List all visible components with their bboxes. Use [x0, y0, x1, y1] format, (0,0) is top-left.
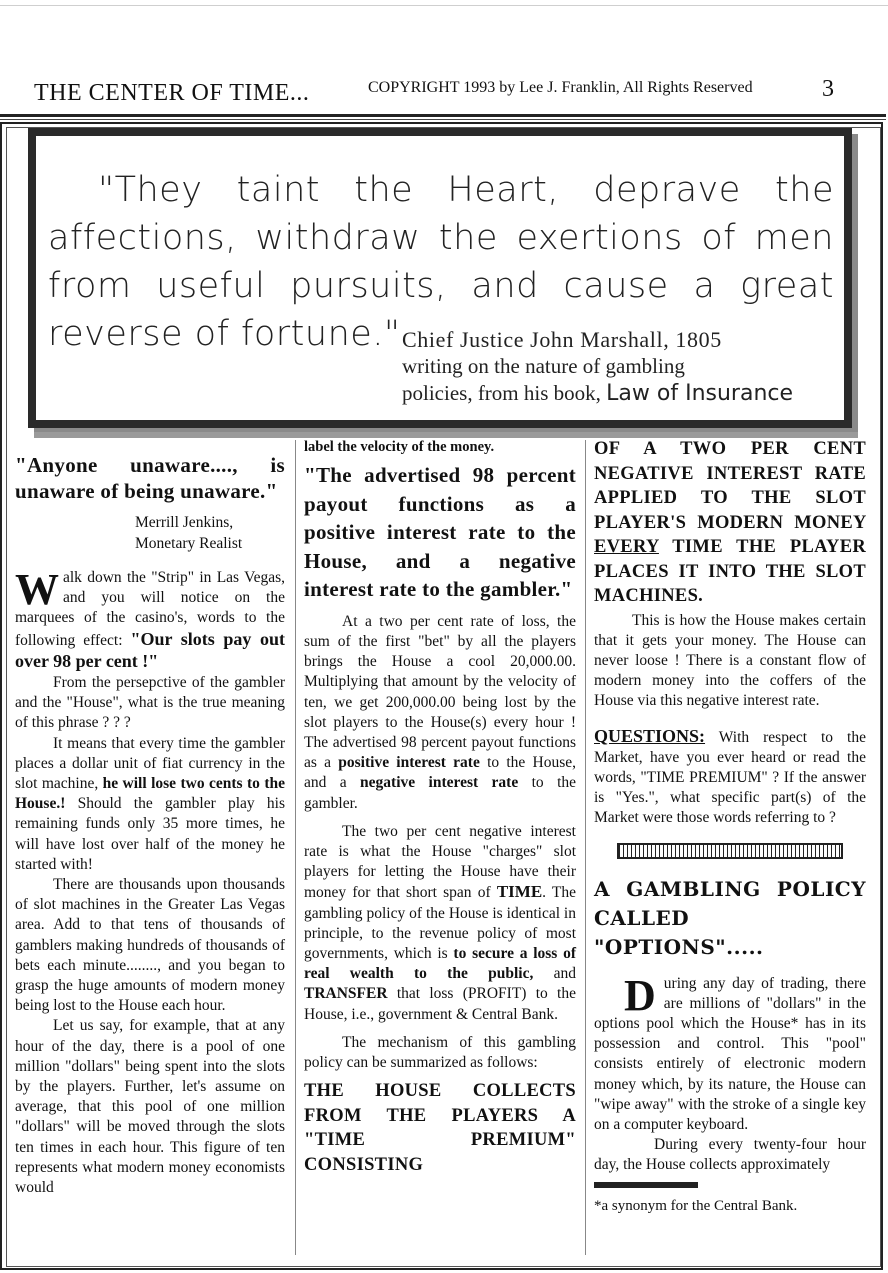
- paragraph-text: . The gambling policy of the House is identical in principle, to the revenue policy of most governments, which is: [304, 884, 577, 962]
- bold-phrase: TIME: [496, 882, 543, 902]
- payout-quote: "The advertised 98 percent payout functions as a positive interest rate to the House, and a negative interest rate to the gambler.": [304, 463, 576, 602]
- epigraph-attribution: [135, 512, 285, 554]
- column-1: [15, 452, 285, 1198]
- header-rule-thin: [0, 119, 886, 120]
- paragraph: The mechanism of this gambling policy can be summarized as follows:: [304, 1033, 576, 1071]
- bold-phrase: TRANSFER: [304, 985, 388, 1003]
- column-3: [594, 437, 866, 1216]
- footnote-rule: [594, 1182, 698, 1188]
- paragraph: [304, 612, 576, 814]
- paragraph-text: With respect to the Market, have you ever heard or read the words, "TIME PREMIUM" ? If the answer is "Yes.", what specific part(s) of the Market were those words referring to ?: [594, 728, 866, 827]
- bold-phrase: to secure a loss of real wealth to the public,: [304, 944, 576, 983]
- epigraph-quote: "Anyone unaware...., is unaware of being unaware.": [15, 453, 285, 503]
- paragraph: [15, 734, 285, 875]
- bold-phrase: positive interest rate: [338, 754, 480, 772]
- paragraph-text: At a two per cent rate of loss, the sum of the first "bet" by all the players brings the House a cool 20,000.00. Multiplying that amount by the velocity of ten, we get 200,000.00 being lost by the slot players to the House(s) every hour ! The advertised 98 percent payout functions as a: [304, 612, 576, 772]
- decorative-hatched-bar: [617, 843, 843, 859]
- column-divider: [585, 440, 586, 1255]
- footnote: *a synonym for the Central Bank.: [594, 1197, 798, 1214]
- slots-claim: "Our slots pay out over 98 per cent !": [15, 628, 285, 671]
- paragraph-text: alk down the "Strip" in Las Vegas, and you will notice on the marquees of the casino's, words to the following effect:: [15, 569, 285, 649]
- column-2: [304, 437, 576, 1177]
- pull-quote-line1: "They taint the Heart, deprave the affections,: [48, 170, 834, 258]
- bold-phrase: he will lose two cents to the House.!: [15, 775, 285, 813]
- paragraph-text: and: [553, 965, 577, 983]
- running-title: THE CENTER OF TIME...: [34, 80, 310, 106]
- paragraph: [304, 822, 576, 1025]
- questions-heading: QUESTIONS:: [594, 725, 706, 746]
- quote-attribution: [402, 326, 832, 407]
- column-divider: [295, 440, 296, 1255]
- paragraph-text: that loss (PROFIT) to the House, i.e., government & Central Bank.: [304, 985, 576, 1023]
- paragraph: There are thousands upon thousands of slot machines in the Greater Las Vegas area. Add to that tens of thousands of gamblers making hundreds of thousands of bets each minute........, and you began to grasp the huge amounts of modern money being lost to the House each hour.: [15, 876, 285, 1015]
- epigraph-author-title: Monetary Realist: [135, 535, 243, 552]
- paragraph: [15, 565, 285, 673]
- paragraph-text: to the House, and a: [304, 754, 577, 792]
- paragraph: From the persepctive of the gambler and the "House", what is the true meaning of this phrase ? ? ?: [15, 674, 285, 732]
- top-edge-line: [0, 5, 888, 6]
- page-number: 3: [822, 76, 834, 102]
- paragraph: Let us say, for example, that at any hour of the day, there is a pool of one million "dollars" being spent into the slots by the players. Further, let's assume on average, that this pool of one million "dollars" will be moved through the slots ten times in each hour. This figure of ten represents what modern money economists would: [15, 1017, 285, 1197]
- paragraph: [594, 970, 866, 1136]
- paragraph-text: It means that every time the gambler places a dollar unit of fiat currency in the slot machine,: [15, 734, 285, 793]
- bold-phrase: negative interest rate: [360, 774, 519, 792]
- page-header: [0, 74, 888, 110]
- caps-text: OF A TWO PER CENT NEGATIVE INTEREST RATE APPLIED TO THE SLOT PLAYER'S MODERN MONEY: [594, 439, 866, 533]
- paragraph: During every twenty-four hour day, the House collects approximately: [594, 1136, 866, 1174]
- pull-quote-rest: withdraw the exertions of men from useful pursuits, and cause a great reverse of fortune.": [48, 218, 834, 354]
- caps-statement: [594, 437, 866, 609]
- continued-text: label the velocity of the money.: [304, 439, 495, 455]
- drop-cap: D: [624, 970, 656, 1020]
- paragraph-text: Should the gambler play his remaining funds only 35 more times, he will have lost over half of the money he started with!: [15, 795, 286, 873]
- quote-box: [28, 128, 852, 428]
- paragraph: This is how the House makes certain that it gets your money. The House can never loose ! There is a constant flow of modern money into the coffers of the House via this negative interest rate.: [594, 611, 866, 710]
- caps-text: TIME THE PLAYER PLACES IT INTO THE SLOT MACHINES.: [594, 537, 867, 606]
- paragraph-text: uring any day of trading, there are millions of "dollars" in the options pool which the House* has in its possession and control. This "pool" consists entirely of electronic modern money which, by its nature, the House can "wipe away" with the stroke of a single key on a computer keyboard.: [594, 974, 866, 1133]
- questions-paragraph: [594, 726, 866, 829]
- underlined-word: EVERY: [594, 537, 659, 557]
- copyright-notice: COPYRIGHT 1993 by Lee J. Franklin, All Rights Reserved: [368, 79, 753, 96]
- paragraph-text: The two per cent negative interest rate is what the House "charges" slot players for letting the House have their money for that short span of: [304, 822, 576, 902]
- paragraph-text: to the gambler.: [304, 774, 577, 812]
- section-heading: A GAMBLING POLICY CALLED "OPTIONS".....: [594, 876, 866, 959]
- quote-author: Chief Justice John Marshall, 1805: [402, 327, 722, 352]
- quote-context: writing on the nature of gambling: [402, 354, 685, 378]
- header-rule: [0, 114, 886, 117]
- drop-cap: W: [15, 565, 59, 614]
- epigraph-author: Merrill Jenkins,: [135, 514, 234, 531]
- quote-context-2: policies, from his book,: [402, 381, 601, 405]
- book-title: Law of Insurance: [606, 381, 794, 406]
- caps-statement: THE HOUSE COLLECTS FROM THE PLAYERS A "TIME PREMIUM" CONSISTING: [304, 1081, 576, 1175]
